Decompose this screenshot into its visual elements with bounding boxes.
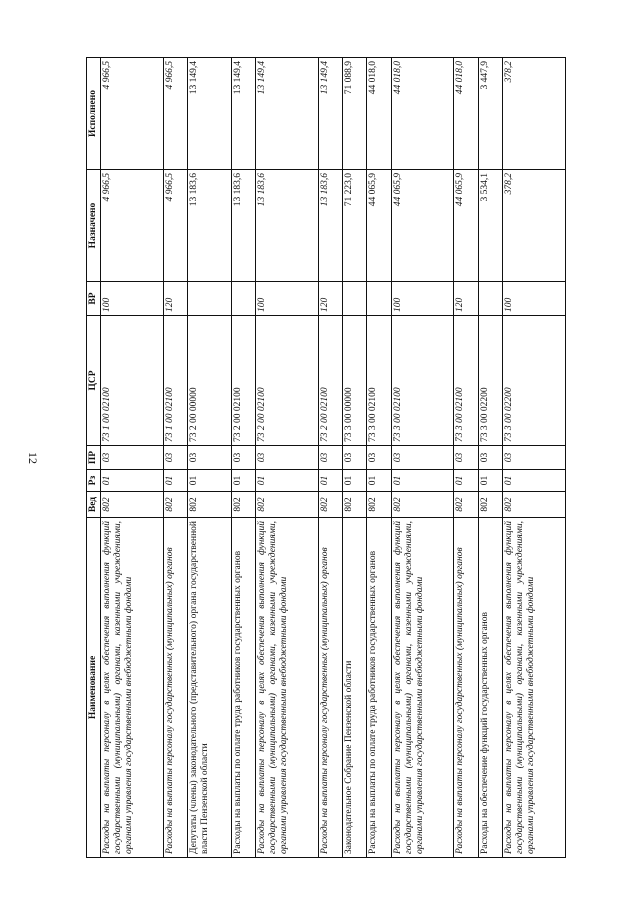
cell-executed: 44 018,0 — [367, 58, 391, 170]
cell-csr: 73 3 00 02100 — [454, 316, 478, 446]
cell-pr: 03 — [454, 446, 478, 470]
cell-rz: 01 — [187, 470, 231, 492]
cell-csr: 73 2 00 02100 — [318, 316, 342, 446]
cell-ved: 802 — [163, 492, 187, 518]
cell-csr: 73 1 00 02100 — [163, 316, 187, 446]
cell-csr: 73 2 00 02100 — [231, 316, 255, 446]
cell-ved: 802 — [100, 492, 163, 518]
table-row — [367, 58, 391, 858]
table-row — [391, 58, 454, 858]
cell-name: Расходы на выплаты персоналу государственных (муниципальных) органов — [454, 518, 478, 858]
cell-name: Законодательное Собрание Пензенской области — [342, 518, 366, 858]
cell-name: Расходы на выплаты персоналу государственных (муниципальных) органов — [318, 518, 342, 858]
cell-ved: 802 — [318, 492, 342, 518]
cell-executed: 13 149,4 — [187, 58, 231, 170]
cell-name: Расходы на выплаты персоналу в целях обеспечения выполнения функций государственными (муниципальными) органами, казенными учреждениями, органами управления государственными внебюджетными фондами — [100, 518, 163, 858]
table-row — [255, 58, 318, 858]
cell-vr: 100 — [503, 282, 566, 316]
cell-assigned: 378,2 — [503, 170, 566, 282]
cell-assigned: 13 183,6 — [318, 170, 342, 282]
cell-rz: 01 — [478, 470, 502, 492]
cell-executed: 71 088,9 — [342, 58, 366, 170]
cell-rz: 01 — [503, 470, 566, 492]
cell-rz: 01 — [231, 470, 255, 492]
cell-pr: 03 — [255, 446, 318, 470]
table-row — [454, 58, 478, 858]
cell-assigned: 4 966,5 — [163, 170, 187, 282]
cell-vr: 120 — [454, 282, 478, 316]
cell-pr: 03 — [100, 446, 163, 470]
cell-executed: 4 966,5 — [100, 58, 163, 170]
cell-executed: 13 149,4 — [255, 58, 318, 170]
cell-ved: 802 — [391, 492, 454, 518]
cell-csr: 73 2 00 02100 — [255, 316, 318, 446]
cell-vr — [342, 282, 366, 316]
cell-rz: 01 — [163, 470, 187, 492]
cell-rz: 01 — [255, 470, 318, 492]
header-name: Наименование — [87, 518, 101, 858]
cell-csr: 73 3 00 02100 — [391, 316, 454, 446]
cell-pr: 03 — [367, 446, 391, 470]
cell-name: Расходы на обеспечение функций государственных органов — [478, 518, 502, 858]
cell-ved: 802 — [454, 492, 478, 518]
table-row — [342, 58, 366, 858]
cell-executed: 44 018,0 — [454, 58, 478, 170]
cell-pr: 03 — [342, 446, 366, 470]
header-executed: Исполнено — [87, 58, 101, 170]
page-number: 12 — [26, 452, 40, 464]
table-row — [318, 58, 342, 858]
budget-table — [86, 57, 566, 858]
cell-name: Расходы на выплаты персоналу в целях обеспечения выполнения функций государственными (муниципальными) органами, казенными учреждениями, органами управления государственными внебюджетными фондами — [391, 518, 454, 858]
cell-pr: 03 — [187, 446, 231, 470]
cell-assigned: 44 065,9 — [391, 170, 454, 282]
cell-vr — [231, 282, 255, 316]
cell-executed: 13 149,4 — [318, 58, 342, 170]
cell-csr: 73 1 00 02100 — [100, 316, 163, 446]
cell-ved: 802 — [231, 492, 255, 518]
cell-rz: 01 — [318, 470, 342, 492]
cell-assigned: 13 183,6 — [255, 170, 318, 282]
cell-csr: 73 2 00 00000 — [187, 316, 231, 446]
table-row — [187, 58, 231, 858]
cell-rz: 01 — [100, 470, 163, 492]
header-pr: ПР — [87, 446, 101, 470]
cell-executed: 13 149,4 — [231, 58, 255, 170]
cell-assigned: 3 534,1 — [478, 170, 502, 282]
cell-csr: 73 3 00 02200 — [503, 316, 566, 446]
cell-assigned: 44 065,9 — [454, 170, 478, 282]
table-header-row — [87, 58, 101, 858]
cell-ved: 802 — [478, 492, 502, 518]
cell-rz: 01 — [342, 470, 366, 492]
cell-rz: 01 — [454, 470, 478, 492]
header-csr: ЦСР — [87, 316, 101, 446]
cell-executed: 3 447,9 — [478, 58, 502, 170]
cell-assigned: 13 183,6 — [187, 170, 231, 282]
cell-csr: 73 3 00 02200 — [478, 316, 502, 446]
cell-assigned: 44 065,9 — [367, 170, 391, 282]
table-row — [100, 58, 163, 858]
cell-name: Расходы на выплаты персоналу государственных (муниципальных) органов — [163, 518, 187, 858]
cell-pr: 03 — [231, 446, 255, 470]
cell-executed: 44 018,0 — [391, 58, 454, 170]
cell-rz: 01 — [367, 470, 391, 492]
cell-pr: 03 — [503, 446, 566, 470]
cell-name: Депутаты (члены) законодательного (представительного) органа государственной власти Пензенской области — [187, 518, 231, 858]
header-rz: Рз — [87, 470, 101, 492]
cell-vr — [367, 282, 391, 316]
cell-pr: 03 — [478, 446, 502, 470]
header-vr: ВР — [87, 282, 101, 316]
cell-pr: 03 — [318, 446, 342, 470]
table-row — [503, 58, 566, 858]
table-row — [478, 58, 502, 858]
cell-ved: 802 — [503, 492, 566, 518]
cell-name: Расходы на выплаты по оплате труда работников государственных органов — [367, 518, 391, 858]
cell-vr: 120 — [318, 282, 342, 316]
cell-csr: 73 3 00 00000 — [342, 316, 366, 446]
cell-csr: 73 3 00 02100 — [367, 316, 391, 446]
cell-vr — [478, 282, 502, 316]
cell-name: Расходы на выплаты персоналу в целях обеспечения выполнения функций государственными (муниципальными) органами, казенными учреждениями, органами управления государственными внебюджетными фондами — [255, 518, 318, 858]
cell-vr: 100 — [100, 282, 163, 316]
table-row — [163, 58, 187, 858]
cell-ved: 802 — [367, 492, 391, 518]
cell-assigned: 71 223,0 — [342, 170, 366, 282]
cell-vr — [187, 282, 231, 316]
table-row — [231, 58, 255, 858]
header-ved: Вед — [87, 492, 101, 518]
cell-rz: 01 — [391, 470, 454, 492]
cell-executed: 4 966,5 — [163, 58, 187, 170]
header-assigned: Назначено — [87, 170, 101, 282]
cell-ved: 802 — [342, 492, 366, 518]
cell-assigned: 13 183,6 — [231, 170, 255, 282]
cell-ved: 802 — [187, 492, 231, 518]
cell-executed: 378,2 — [503, 58, 566, 170]
cell-vr: 120 — [163, 282, 187, 316]
cell-pr: 03 — [391, 446, 454, 470]
cell-ved: 802 — [255, 492, 318, 518]
cell-vr: 100 — [391, 282, 454, 316]
cell-name: Расходы на выплаты персоналу в целях обеспечения выполнения функций государственными (муниципальными) органами, казенными учреждениями, органами управления государственными внебюджетными фондами — [503, 518, 566, 858]
cell-vr: 100 — [255, 282, 318, 316]
cell-pr: 03 — [163, 446, 187, 470]
cell-name: Расходы на выплаты по оплате труда работников государственных органов — [231, 518, 255, 858]
cell-assigned: 4 966,5 — [100, 170, 163, 282]
rotated-page-content — [86, 58, 566, 858]
